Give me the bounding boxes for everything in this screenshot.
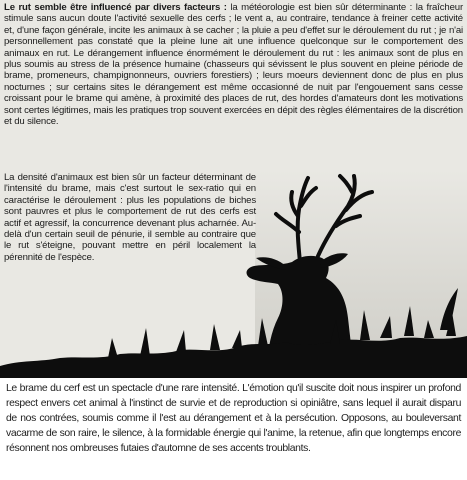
closing-caption-box <box>0 378 467 480</box>
closing-paragraph: Le brame du cerf est un spectacle d'une rare intensité. L'émotion qu'il suscite doit nous inspirer un profond respect envers cet animal à l'instinct de survie et de reproduction si opiniâtre, sans lequel il aurait disparu de nos contrées, soumis comme il l'est au dérangement et à la persécution. Opposons, au bouleversant vacarme de son raire, le silence, à la formidable énergie qui l'anime, la retenue, afin que longtemps encore résonnent nos ombreuses futaies d'automne de ses accents troublants. <box>6 383 461 454</box>
density-paragraph: La densité d'animaux est bien sûr un facteur déterminant de l'intensité du brame, mais c'est surtout le sex-ratio qui en caractérise le déroulement : plus les populations de biches sont pauvres et plus le comportement de rut des cerfs est actif et agressif, la concurrence devenant plus acharnée. Au-delà d'un certain seuil de pénurie, il semble au contraire que le rut s'éteigne, pouvant mettre en péril localement la pérennité de l'espèce. <box>4 172 256 263</box>
density-text-block <box>4 172 256 263</box>
section-heading: Le rut semble être influencé par divers facteurs : <box>4 2 227 13</box>
intro-text-block <box>4 2 463 127</box>
intro-paragraph: la météorologie est bien sûr déterminante : la fraîcheur stimule sans aucun doute l'activité sexuelle des cerfs ; le vent a, au contraire, tendance à freiner cette activité et, d'une façon générale, incite les animaux à se cacher ; la pluie a peu d'effet sur le déroulement du rut ; je n'ai personnellement pas constaté que la pleine lune ait une influence quelconque sur le comportement des animaux en rut. Le dérangement influence énormément le déroulement du rut : les animaux sont de plus en plus soumis au stress de la présence humaine (chasseurs qui sévissent le plus souvent en pleine période de brame, promeneurs, champignonneurs, ouvriers forestiers) ; leurs moeurs deviennent donc de plus en plus nocturnes ; sur certains sites le dérangement est même occasionné de nuit par l'engouement sans cesse croissant pour le brame qui amène, à proximité des places de rut, des hordes d'amateurs dont les motivations sont certes légitimes, mais les pratiques trop souvent exercées en dépit des règles élémentaires de la discrétion et du silence. <box>4 2 463 128</box>
